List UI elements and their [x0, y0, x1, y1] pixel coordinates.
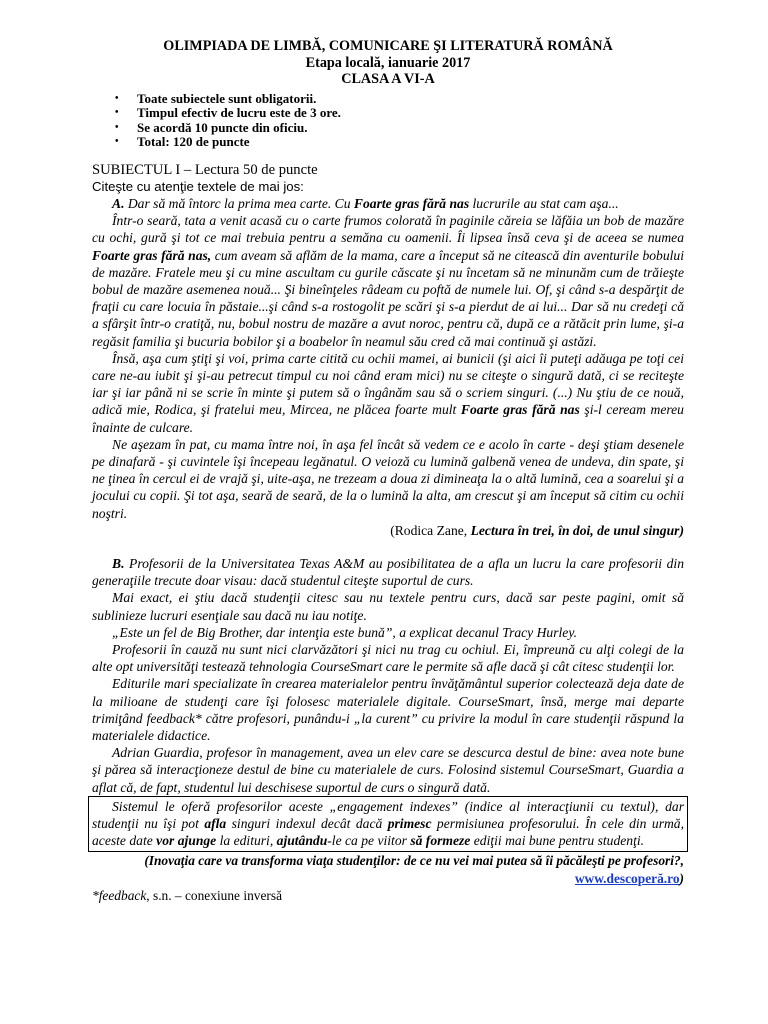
footnote-definition: , s.n. – conexiune inversă [146, 887, 283, 903]
text-span: -le ca pe viitor [327, 833, 411, 849]
text-span: lucrurile au stat cam aşa... [469, 195, 619, 211]
text-a-paragraph-1 [92, 195, 684, 212]
bold-word: să formeze [410, 833, 471, 849]
book-title: Foarte gras fără nas [460, 402, 580, 418]
text-b-paragraph-2: Mai exact, ei ştiu dacă studenţii citesc sau nu textele pentru curs, dacă sar peste pagini, omit să sublinieze lucruri esenţiale sau dacă nu iau notiţe. [92, 590, 684, 623]
class-label: CLASA A VI-A [341, 71, 435, 88]
text-b-paragraph-6: Adrian Guardia, profesor în management, avea un elev care se descurca destul de bine: avea note bune şi părea să interacţioneze destul de bine cu materialele de curs. Folosind sistemul CourseSmart, Guardia a aflat că, de fapt, studentul lui deschisese suportul de curs o singură dată. [92, 745, 684, 795]
text-span: singuri indexul decât dacă [226, 816, 388, 832]
text-span: ediţii mai bune pentru studenţi. [470, 833, 645, 849]
text-span: permisiunea profesorului. În cele din urmă, aceste date [92, 816, 684, 849]
text-span: Profesorii de la Universitatea Texas A&M au posibilitatea de a afla un lucru la care profesorii din generaţiile trecute doar visau: dacă studentul citeşte suportul de curs. [92, 555, 684, 589]
rule-item: • Se acordă 10 puncte din oficiu. [92, 121, 684, 135]
text-span: Dar să mă întorc la prima mea carte. Cu [124, 195, 354, 211]
text-b-source [92, 852, 684, 886]
subject-title: SUBIECTUL I – Lectura 50 de puncte [92, 162, 318, 179]
subject-instruction: Citeşte cu atenţie textele de mai jos: [92, 178, 304, 194]
text-span: şi-l ceream mereu înainte de culcare. [92, 402, 684, 435]
text-b-paragraph-5: Editurile mari specializate în crearea materialelor pentru învăţământul superior colectează deja date de la milioane de studenţi care îşi folosesc materialele digitale. CourseSmart, însă, merge mai departe trimiţând feedback* către profesori, punându-i „la curent” cu privire la modul în care studenţii răspund la materialele didactice. [92, 676, 684, 743]
text-a-marker: A. [112, 195, 125, 211]
text-span: la edituri, [216, 833, 277, 849]
text-span: cum aveam să aflăm de la mama, care a început să ne citească din aventurile bobului de mazăre. Fratele meu şi cu mine ascultam cu gurile căscate şi nu încetam să ne minunăm cum de trăieşte bobul de mazăre asemenea nouă... Şi bineînţeles râdeam cu poftă de numele lui. Of, şi când s-a despărţit de fraţii cu care locuia în păstaie...şi când s-a rostogolit pe scări şi s-a pierdut de ai lui... Dar să nu credeţi că a sfârşit într-o cratiţă, nu, bobul nostru de mazăre a avut noroc, pentru că, după ce a rătăcit prin lume, şi-a regăsit familia şi bucuria bobilor şi a boabelor în neamul său cred că mai continuă şi astăzi. [92, 247, 684, 349]
text-a-paragraph-3 [92, 350, 684, 436]
source-link[interactable]: www.descoperă.ro [574, 870, 680, 886]
rule-item: • Total: 120 de puncte [92, 135, 684, 149]
boxed-paragraph [88, 796, 688, 853]
text-span: ) [679, 870, 684, 886]
citation-author: (Rodica Zane, [390, 522, 471, 538]
text-span: Însă, aşa cum ştiţi şi voi, prima carte citită cu ochii mamei, ai bunicii (şi aici îi puteţi adăuga pe toţi cei care ne-au iubit şi şi-au petrecut timpul cu noi când eram mici) nu se citeşte o singură dată, ci se reciteşte iar şi iar până ni se scrie în minte şi putem să o îngânăm sau să o scriem singuri. (...) Nu ştiu de ce nouă, adică mie, Rodica, şi fratelui meu, Mircea, ne plăcea foarte mult [92, 350, 684, 418]
olympiad-title: OLIMPIADA DE LIMBĂ, COMUNICARE ŞI LITERATURĂ ROMÂNĂ [163, 38, 613, 54]
text-b-paragraph-3: „Este un fel de Big Brother, dar intenţia este bună”, a explicat decanul Tracy Hurley. [112, 624, 578, 640]
text-a-paragraph-4: Ne aşezam în pat, cu mama între noi, în aşa fel încât să vedem ce e acolo în carte - deşi ştiam desenele pe dinafară - şi cuvintele îşi începeau legănatul. O veioză cu lumină galbenă venea de undeva, din spate, şi ne ţinea în cercul ei de vrajă şi, uite-aşa, ne trezeam a doua zi dimineaţa la o altă lumină, cea a soarelui şi a jocului cu copii. Şi tot aşa, seară de seară, de la o lumină la alta, am crescut şi am început să citim cu ochii noştri. [92, 436, 684, 521]
text-b-marker: B. [112, 555, 125, 571]
bold-word: afla [204, 816, 227, 832]
text-b-paragraph-4: Profesorii în cauză nu sunt nici clarvăzători şi nici nu trag cu ochiul. Ei, împreună cu alţi colegi de la alte opt universităţi testează tehnologia CourseSmart care le permite să afle dacă şi cât citesc studenţii lor. [92, 641, 684, 675]
book-title: Foarte gras fără nas [353, 195, 470, 211]
rule-item: • Toate subiectele sunt obligatorii. [92, 92, 684, 106]
footnote-term: *feedback [92, 887, 147, 903]
rule-item: • Timpul efectiv de lucru este de 3 ore. [92, 106, 684, 120]
stage-date: Etapa locală, ianuarie 2017 [305, 54, 471, 71]
source-title: (Inovaţia care va transforma viaţa studenţilor: de ce nu vei mai putea să îi păcăleşti pe profesori?, [144, 853, 684, 869]
book-title: Foarte gras fără nas, [92, 247, 212, 263]
rules-list [92, 92, 684, 150]
text-a-paragraph-2 [92, 212, 684, 350]
text-b-paragraph-7 [92, 798, 684, 850]
citation-title: Lectura în trei, în doi, de unul singur) [470, 522, 684, 538]
text-span: Într-o seară, tata a venit acasă cu o carte frumos colorată în paginile căreia se lăfăia un bob de mazăre cu ochi, gură şi tot ce mai trebuia pentru a semăna cu oamenii. Îi lipsea însă ceva şi de aceea se numea [92, 213, 684, 246]
bold-word: vor ajunge [156, 833, 217, 849]
text-b-paragraph-1 [92, 555, 684, 589]
footnote [92, 887, 684, 904]
text-span: Sistemul le oferă profesorilor aceste „engagement indexes” (indice al interacţiunii cu textul), dar studenţii nu îşi pot [92, 798, 684, 832]
section-gap [92, 539, 684, 555]
bold-word: ajutându [276, 833, 328, 849]
text-a-citation [92, 522, 684, 539]
document-header [92, 38, 684, 88]
bold-word: primesc [387, 816, 432, 832]
